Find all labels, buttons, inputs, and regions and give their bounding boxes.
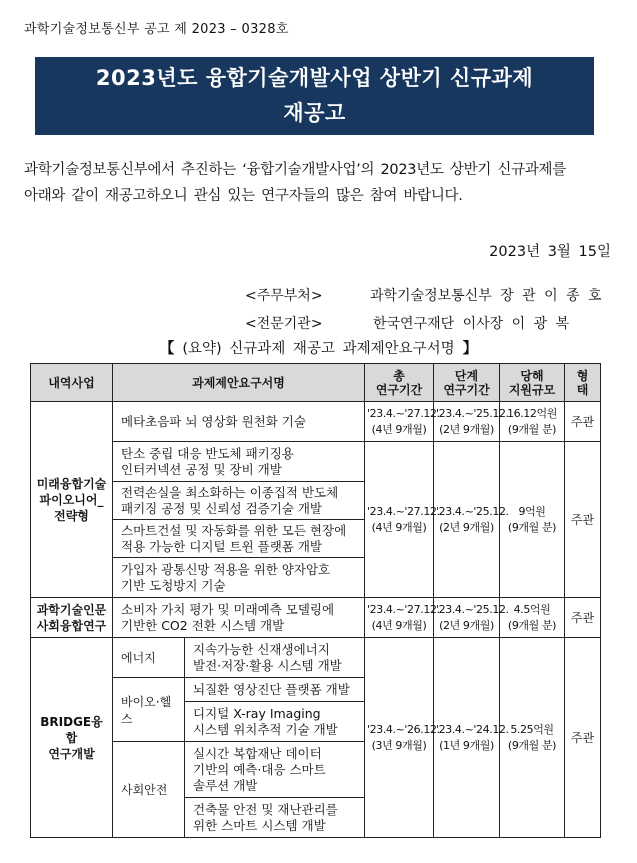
title-line-1: 2023년도 융합기술개발사업 상반기 신규과제 [95,66,534,90]
table-title-text: (요약) 신규과제 재공고 과제제안요구서명 [182,341,455,357]
rfp-table [30,363,601,838]
rfp-title: 디지털 X-ray Imaging 시스템 위치추적 기술 개발 [185,702,365,742]
agency-value: 한국연구재단 이사장 이 광 복 [373,316,570,332]
stage-period-cell: '23.4.~'25.12. (2년 9개월) [434,598,500,638]
type-cell: 주관 [565,442,601,598]
table-title-close: 】 [462,341,478,357]
agency-signature [245,313,570,333]
program-cell: 과학기술인문 사회융합연구 [31,598,113,638]
table-title [0,337,637,358]
rfp-title: 소비자 가치 평가 및 미래예측 모델링에 기반한 CO2 전환 시스템 개발 [113,598,365,638]
budget-cell: 9억원 (9개월 분) [500,442,565,598]
program-cell: BRIDGE융합 연구개발 [31,638,113,838]
sub-area-bio: 바이오·헬스 [113,678,185,742]
rfp-title: 전력손실을 최소화하는 이종집적 반도체 패키징 공정 및 신뢰성 검증기술 개발 [113,482,365,520]
notice-number: 과학기술정보통신부 공고 제 2023 – 0328호 [24,22,289,37]
program-cell: 미래융합기술 파이오니어_ 전략형 [31,402,113,598]
stage-period-cell: '23.4.~'25.12. (2년 9개월) [434,402,500,442]
total-period-cell: '23.4.~'26.12. (3년 9개월) [365,638,434,838]
header-stage-period: 단계 연구기간 [434,364,500,402]
total-period-cell: '23.4.~'27.12. (4년 9개월) [365,598,434,638]
rfp-title: 가입자 광통신망 적용을 위한 양자암호 기반 도청방지 기술 [113,558,365,598]
stage-period-cell: '23.4.~'25.12. (2년 9개월) [434,442,500,598]
intro-line-2: 아래와 같이 재공고하오니 관심 있는 연구자들의 많은 참여 바랍니다. [24,188,463,204]
type-cell: 주관 [565,598,601,638]
table-row [31,442,601,482]
type-cell: 주관 [565,638,601,838]
rfp-title: 실시간 복합재난 데이터 기반의 예측·대응 스마트 솔루션 개발 [185,742,365,798]
ministry-signature [245,285,602,305]
rfp-title: 지속가능한 신재생에너지 발전·저장·활용 시스템 개발 [185,638,365,678]
table-row [31,638,601,678]
rfp-title: 메타초음파 뇌 영상화 원천화 기술 [113,402,365,442]
total-period-cell: '23.4.~'27.12. (4년 9개월) [365,442,434,598]
ministry-value: 과학기술정보통신부 장 관 이 종 호 [370,288,602,304]
header-rfp: 과제제안요구서명 [113,364,365,402]
table-title-open: 【 [159,341,175,357]
table-row [31,402,601,442]
header-row [31,364,601,402]
rfp-title: 스마트건설 및 자동화를 위한 모든 현장에 적용 가능한 디지털 트윈 플랫폼 개발 [113,520,365,558]
header-budget: 당해 지원규모 [500,364,565,402]
notice-date: 2023년 3월 15일 [489,244,611,260]
budget-cell: 16.12억원 (9개월 분) [500,402,565,442]
total-period-cell: '23.4.~'27.12. (4년 9개월) [365,402,434,442]
title-line-2: 재공고 [283,101,346,125]
intro-paragraph [24,157,614,209]
sub-area-safety: 사회안전 [113,742,185,838]
budget-cell: 5.25억원 (9개월 분) [500,638,565,838]
type-cell: 주관 [565,402,601,442]
rfp-title: 탄소 중립 대응 반도체 패키징용 인터커넥션 공정 및 장비 개발 [113,442,365,482]
rfp-title: 건축물 안전 및 재난관리를 위한 스마트 시스템 개발 [185,798,365,838]
title-banner [35,57,594,135]
intro-line-1: 과학기술정보통신부에서 추진하는 ‘융합기술개발사업’의 2023년도 상반기 신규과제를 [24,162,566,178]
sub-area-energy: 에너지 [113,638,185,678]
rfp-title: 뇌질환 영상진단 플랫폼 개발 [185,678,365,702]
header-total-period: 총 연구기간 [365,364,434,402]
header-type: 형 태 [565,364,601,402]
stage-period-cell: '23.4.~'24.12. (1년 9개월) [434,638,500,838]
header-program: 내역사업 [31,364,113,402]
table-row [31,598,601,638]
budget-cell: 4.5억원 (9개월 분) [500,598,565,638]
ministry-label: <주무부처> [245,288,323,304]
agency-label: <전문기관> [245,316,323,332]
